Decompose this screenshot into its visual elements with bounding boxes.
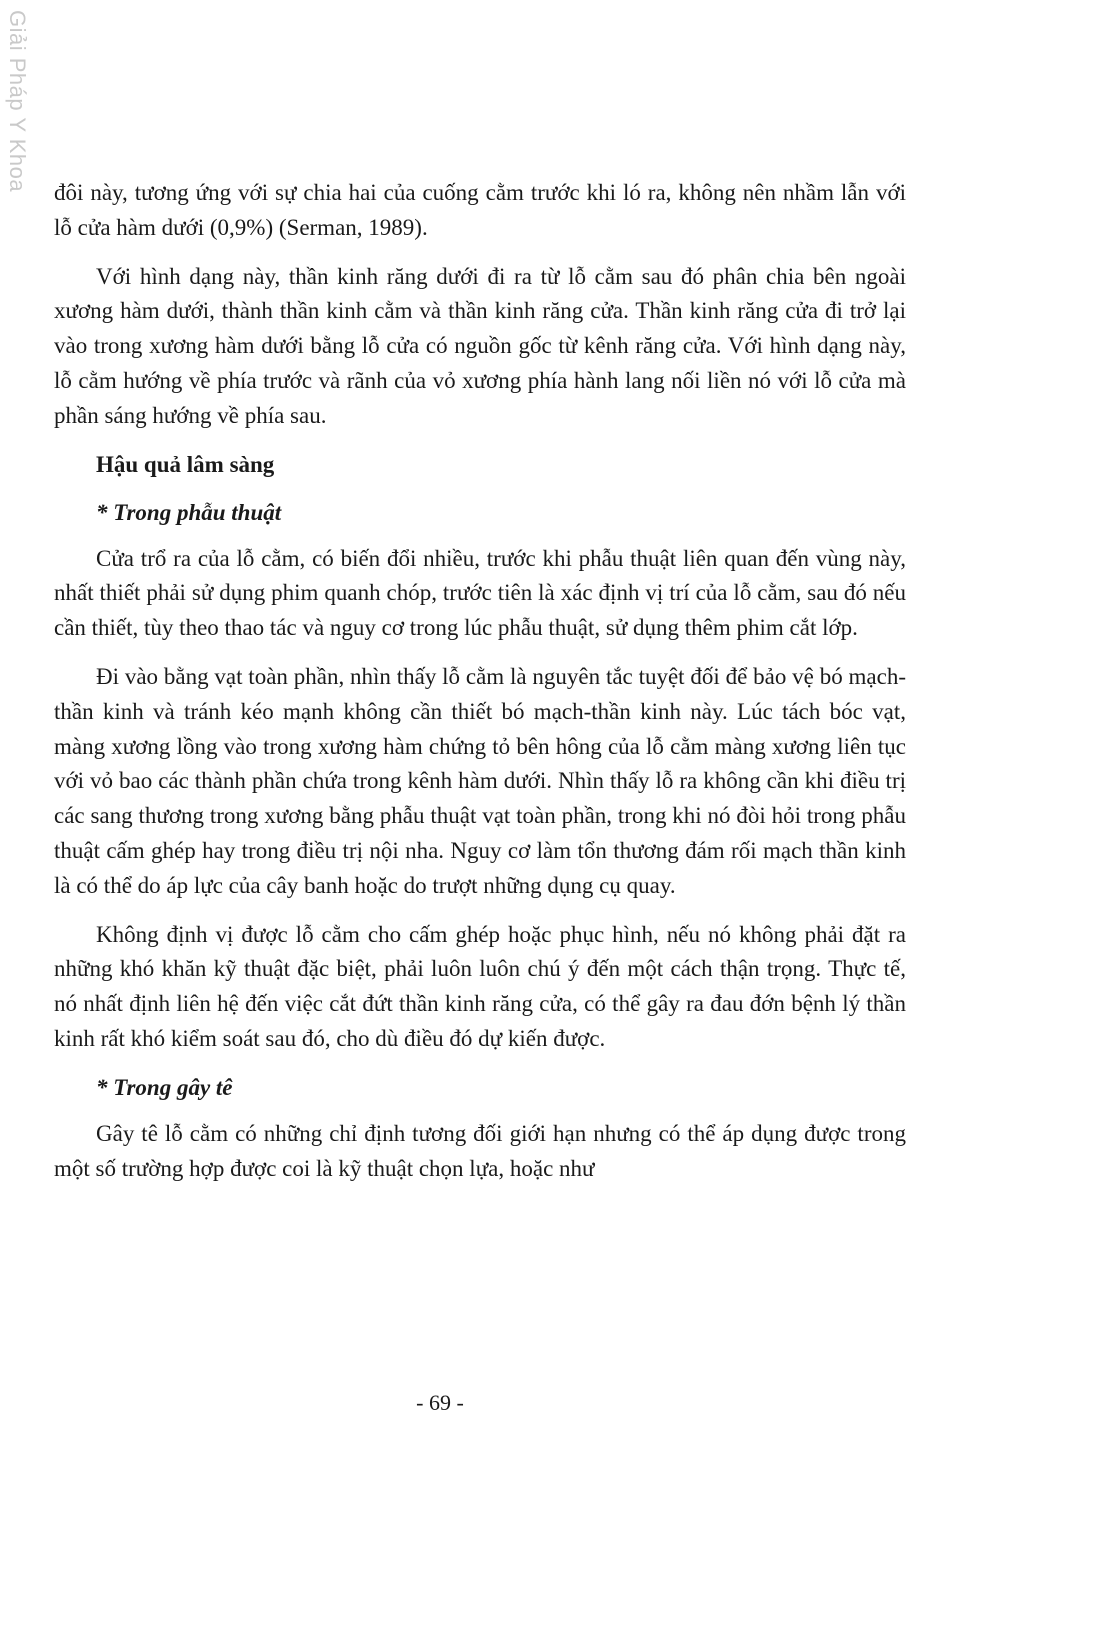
paragraph-nerve-configuration: Với hình dạng này, thần kinh răng dưới đi ra từ lỗ cằm sau đó phân chia bên ngoài xương hàm dưới, thành thần kinh cằm và thần kinh răng cửa. Thần kinh răng cửa đi trở lại vào trong xương hàm dưới bằng lỗ cửa có nguồn gốc từ kênh răng cửa. Với hình dạng này, lỗ cằm hướng về phía trước và rãnh của vỏ xương phía hành lang nối liền nó với lỗ cửa mà phần sáng hướng về phía sau. [54, 263, 906, 428]
page-number: - 69 - [416, 1390, 464, 1415]
page-content [54, 176, 906, 1200]
section-heading-clinical-consequences: Hậu quả lâm sàng [96, 451, 275, 477]
subheading-in-anesthesia: * Trong gây tê [96, 1074, 233, 1100]
paragraph-anesthesia: Gây tê lỗ cằm có những chỉ định tương đối giới hạn nhưng có thể áp dụng được trong một số trường hợp được coi là kỹ thuật chọn lựa, hoặc như [54, 1120, 906, 1181]
paragraph-implant-location: Không định vị được lỗ cằm cho cấm ghép hoặc phục hình, nếu nó không phải đặt ra những khó khăn kỹ thuật đặc biệt, phải luôn luôn chú ý đến một cách thận trọng. Thực tế, nó nhất định liên hệ đến việc cắt đứt thần kinh răng cửa, có thể gây ra đau đớn bệnh lý thần kinh rất khó kiểm soát sau đó, cho dù điều đó dự kiến được. [54, 921, 906, 1051]
paragraph-continuation: đôi này, tương ứng với sự chia hai của cuống cằm trước khi ló ra, không nên nhầm lẫn với lỗ cửa hàm dưới (0,9%) (Serman, 1989). [54, 180, 906, 240]
paragraph-full-flap: Đi vào bằng vạt toàn phần, nhìn thấy lỗ cằm là nguyên tắc tuyệt đối để bảo vệ bó mạch-thần kinh và tránh kéo mạnh không cần thiết bó mạch-thần kinh này. Lúc tách bóc vạt, màng xương lồng vào trong xương hàm chứng tỏ bên hông của lỗ cằm màng xương liên tục với vỏ bao các thành phần chứa trong kênh hàm dưới. Nhìn thấy lỗ ra không cần khi điều trị các sang thương trong xương bằng phẫu thuật vạt toàn phần, trong khi nó đòi hỏi trong phẫu thuật cấm ghép hay trong điều trị nội nha. Nguy cơ làm tổn thương đám rối mạch thần kinh là có thể do áp lực của cây banh hoặc do trượt những dụng cụ quay. [54, 663, 906, 898]
watermark-text: Giải Pháp Y Khoa [5, 10, 30, 193]
paragraph-surgery-radiograph: Cửa trổ ra của lỗ cằm, có biến đổi nhiều, trước khi phẫu thuật liên quan đến vùng này, nhất thiết phải sử dụng phim quanh chóp, trước tiên là xác định vị trí của lỗ cằm, sau đó nếu cần thiết, tùy theo thao tác và nguy cơ trong lúc phẫu thuật, sử dụng thêm phim cắt lớp. [54, 545, 906, 641]
subheading-in-surgery: * Trong phẫu thuật [96, 499, 282, 525]
